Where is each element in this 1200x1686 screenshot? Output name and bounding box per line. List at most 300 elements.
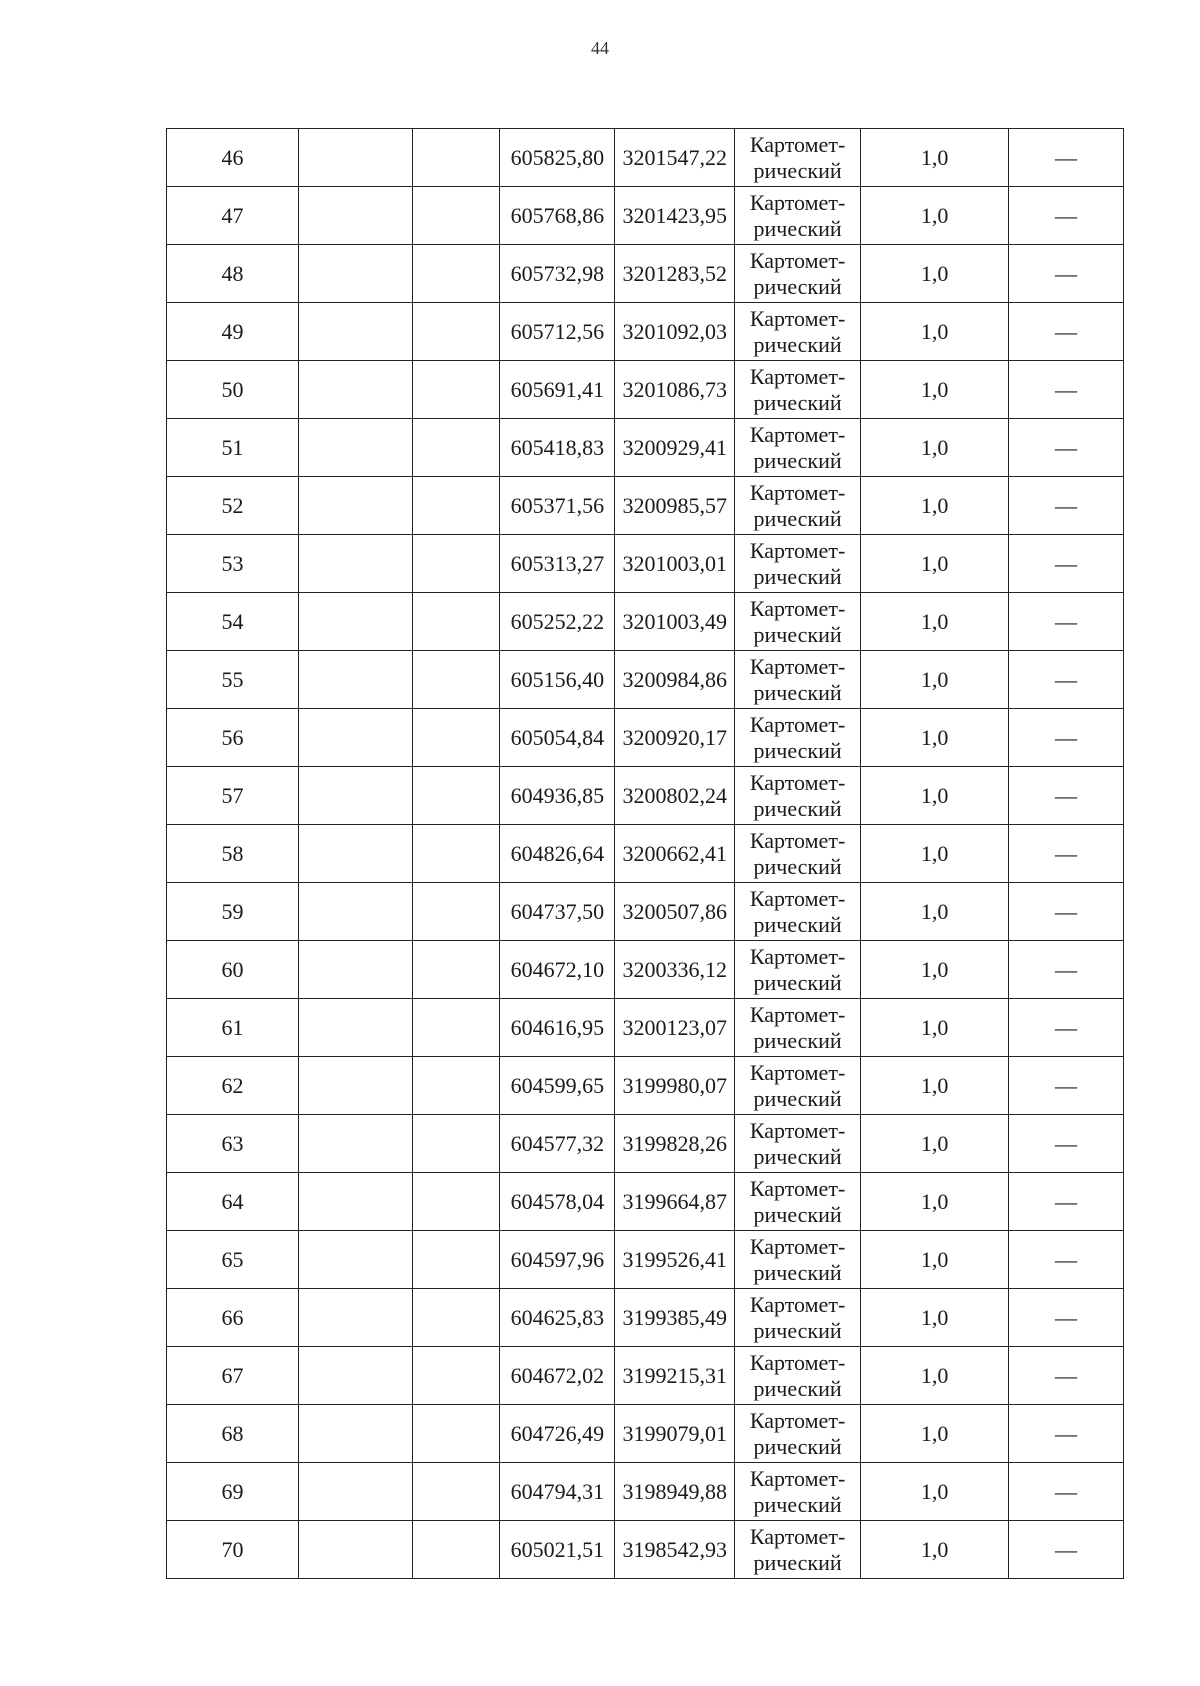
- y-coordinate-cell: 3200662,41: [615, 825, 735, 883]
- point-number-cell: 63: [167, 1115, 299, 1173]
- empty-cell: [412, 767, 500, 825]
- empty-cell: [298, 593, 412, 651]
- empty-cell: [412, 941, 500, 999]
- note-cell: [1009, 825, 1124, 883]
- accuracy-cell: [861, 941, 1009, 999]
- method-text-line1: Картомет-: [749, 363, 846, 389]
- dash-mark: —: [1055, 1015, 1078, 1040]
- accuracy-cell: [861, 187, 1009, 245]
- note-cell: [1009, 1231, 1124, 1289]
- x-coordinate-cell: 604597,96: [500, 1231, 615, 1289]
- method-text-line1: Картомет-: [749, 131, 846, 157]
- dash-mark: —: [1055, 725, 1078, 750]
- note-cell: [1009, 1289, 1124, 1347]
- point-number-cell: 48: [167, 245, 299, 303]
- x-coordinate-cell: 604578,04: [500, 1173, 615, 1231]
- point-number-cell: 52: [167, 477, 299, 535]
- method-cell: [735, 883, 861, 941]
- empty-cell: [298, 1289, 412, 1347]
- dash-mark: —: [1055, 319, 1078, 344]
- note-cell: [1009, 1115, 1124, 1173]
- method-cell: [735, 129, 861, 187]
- empty-cell: [412, 129, 500, 187]
- dash-mark: —: [1055, 145, 1078, 170]
- x-coordinate-cell: 605371,56: [500, 477, 615, 535]
- note-cell: [1009, 1463, 1124, 1521]
- accuracy-value: 1,0: [920, 1247, 949, 1272]
- x-coordinate-cell: 604577,32: [500, 1115, 615, 1173]
- point-number-cell: 67: [167, 1347, 299, 1405]
- empty-cell: [298, 535, 412, 593]
- dash-mark: —: [1055, 551, 1078, 576]
- point-number-cell: 57: [167, 767, 299, 825]
- method-cell: [735, 1173, 861, 1231]
- method-text-line2: рический: [753, 969, 842, 995]
- y-coordinate-cell: 3198542,93: [615, 1521, 735, 1579]
- method-text-line2: рический: [753, 1143, 842, 1169]
- empty-cell: [298, 1173, 412, 1231]
- method-text-line2: рический: [753, 1317, 842, 1343]
- accuracy-cell: [861, 419, 1009, 477]
- accuracy-cell: [861, 1115, 1009, 1173]
- x-coordinate-cell: 605418,83: [500, 419, 615, 477]
- accuracy-value: 1,0: [920, 957, 949, 982]
- empty-cell: [412, 303, 500, 361]
- empty-cell: [298, 245, 412, 303]
- table-row: [167, 477, 1124, 535]
- empty-cell: [412, 1463, 500, 1521]
- empty-cell: [412, 825, 500, 883]
- dash-mark: —: [1055, 1305, 1078, 1330]
- accuracy-value: 1,0: [920, 1537, 949, 1562]
- y-coordinate-cell: 3198949,88: [615, 1463, 735, 1521]
- empty-cell: [412, 1289, 500, 1347]
- method-cell: [735, 1289, 861, 1347]
- y-coordinate-cell: 3200929,41: [615, 419, 735, 477]
- method-cell: [735, 941, 861, 999]
- x-coordinate-cell: 604737,50: [500, 883, 615, 941]
- point-number-cell: 50: [167, 361, 299, 419]
- x-coordinate-cell: 605252,22: [500, 593, 615, 651]
- y-coordinate-cell: 3199664,87: [615, 1173, 735, 1231]
- accuracy-cell: [861, 999, 1009, 1057]
- accuracy-value: 1,0: [920, 435, 949, 460]
- y-coordinate-cell: 3200336,12: [615, 941, 735, 999]
- x-coordinate-cell: 605021,51: [500, 1521, 615, 1579]
- empty-cell: [298, 767, 412, 825]
- method-text-line2: рический: [753, 1433, 842, 1459]
- empty-cell: [298, 361, 412, 419]
- y-coordinate-cell: 3201086,73: [615, 361, 735, 419]
- accuracy-cell: [861, 245, 1009, 303]
- accuracy-cell: [861, 1347, 1009, 1405]
- note-cell: [1009, 535, 1124, 593]
- point-number-cell: 60: [167, 941, 299, 999]
- method-text-line1: Картомет-: [749, 1349, 846, 1375]
- point-number-cell: 56: [167, 709, 299, 767]
- y-coordinate-cell: 3200985,57: [615, 477, 735, 535]
- method-text-line1: Картомет-: [749, 885, 846, 911]
- method-text-line2: рический: [753, 795, 842, 821]
- point-number-cell: 62: [167, 1057, 299, 1115]
- table-row: [167, 825, 1124, 883]
- dash-mark: —: [1055, 1479, 1078, 1504]
- dash-mark: —: [1055, 203, 1078, 228]
- coordinates-table: [166, 128, 1124, 1579]
- point-number-cell: 55: [167, 651, 299, 709]
- x-coordinate-cell: 604672,10: [500, 941, 615, 999]
- point-number-cell: 61: [167, 999, 299, 1057]
- note-cell: [1009, 477, 1124, 535]
- method-text-line2: рический: [753, 215, 842, 241]
- table-row: [167, 245, 1124, 303]
- method-text-line1: Картомет-: [749, 1407, 846, 1433]
- accuracy-cell: [861, 1521, 1009, 1579]
- y-coordinate-cell: 3200984,86: [615, 651, 735, 709]
- empty-cell: [298, 187, 412, 245]
- empty-cell: [412, 1115, 500, 1173]
- dash-mark: —: [1055, 783, 1078, 808]
- table-row: [167, 1173, 1124, 1231]
- x-coordinate-cell: 605732,98: [500, 245, 615, 303]
- table-row: [167, 1289, 1124, 1347]
- method-text-line2: рический: [753, 157, 842, 183]
- method-text-line1: Картомет-: [749, 1175, 846, 1201]
- dash-mark: —: [1055, 377, 1078, 402]
- y-coordinate-cell: 3201423,95: [615, 187, 735, 245]
- method-text-line2: рический: [753, 679, 842, 705]
- accuracy-value: 1,0: [920, 261, 949, 286]
- dash-mark: —: [1055, 261, 1078, 286]
- dash-mark: —: [1055, 841, 1078, 866]
- point-number-cell: 65: [167, 1231, 299, 1289]
- accuracy-cell: [861, 709, 1009, 767]
- dash-mark: —: [1055, 667, 1078, 692]
- method-text-line2: рический: [753, 1549, 842, 1575]
- method-cell: [735, 999, 861, 1057]
- table-row: [167, 651, 1124, 709]
- accuracy-value: 1,0: [920, 1073, 949, 1098]
- method-text-line2: рический: [753, 1375, 842, 1401]
- method-text-line2: рический: [753, 911, 842, 937]
- table-row: [167, 303, 1124, 361]
- dash-mark: —: [1055, 1073, 1078, 1098]
- note-cell: [1009, 1347, 1124, 1405]
- y-coordinate-cell: 3199828,26: [615, 1115, 735, 1173]
- accuracy-value: 1,0: [920, 783, 949, 808]
- dash-mark: —: [1055, 609, 1078, 634]
- accuracy-value: 1,0: [920, 493, 949, 518]
- empty-cell: [412, 245, 500, 303]
- accuracy-value: 1,0: [920, 1421, 949, 1446]
- table-row: [167, 129, 1124, 187]
- method-text-line1: Картомет-: [749, 189, 846, 215]
- empty-cell: [298, 651, 412, 709]
- empty-cell: [298, 1521, 412, 1579]
- method-text-line1: Картомет-: [749, 537, 846, 563]
- accuracy-value: 1,0: [920, 609, 949, 634]
- method-text-line1: Картомет-: [749, 1059, 846, 1085]
- method-cell: [735, 1405, 861, 1463]
- accuracy-value: 1,0: [920, 377, 949, 402]
- y-coordinate-cell: 3200507,86: [615, 883, 735, 941]
- dash-mark: —: [1055, 957, 1078, 982]
- table-row: [167, 1521, 1124, 1579]
- point-number-cell: 51: [167, 419, 299, 477]
- point-number-cell: 49: [167, 303, 299, 361]
- note-cell: [1009, 709, 1124, 767]
- y-coordinate-cell: 3199079,01: [615, 1405, 735, 1463]
- method-text-line1: Картомет-: [749, 479, 846, 505]
- empty-cell: [298, 303, 412, 361]
- method-text-line1: Картомет-: [749, 1117, 846, 1143]
- method-text-line1: Картомет-: [749, 1291, 846, 1317]
- method-text-line1: Картомет-: [749, 1523, 846, 1549]
- accuracy-cell: [861, 825, 1009, 883]
- method-text-line1: Картомет-: [749, 305, 846, 331]
- accuracy-value: 1,0: [920, 551, 949, 576]
- note-cell: [1009, 883, 1124, 941]
- empty-cell: [412, 477, 500, 535]
- point-number-cell: 58: [167, 825, 299, 883]
- point-number-cell: 68: [167, 1405, 299, 1463]
- method-cell: [735, 477, 861, 535]
- empty-cell: [298, 709, 412, 767]
- empty-cell: [298, 1057, 412, 1115]
- note-cell: [1009, 593, 1124, 651]
- method-text-line1: Картомет-: [749, 247, 846, 273]
- y-coordinate-cell: 3201547,22: [615, 129, 735, 187]
- empty-cell: [298, 1405, 412, 1463]
- note-cell: [1009, 361, 1124, 419]
- method-text-line2: рический: [753, 331, 842, 357]
- accuracy-value: 1,0: [920, 725, 949, 750]
- y-coordinate-cell: 3199215,31: [615, 1347, 735, 1405]
- y-coordinate-cell: 3201003,01: [615, 535, 735, 593]
- dash-mark: —: [1055, 1131, 1078, 1156]
- method-cell: [735, 361, 861, 419]
- method-text-line2: рический: [753, 1027, 842, 1053]
- method-text-line1: Картомет-: [749, 827, 846, 853]
- method-text-line2: рический: [753, 1259, 842, 1285]
- y-coordinate-cell: 3200920,17: [615, 709, 735, 767]
- empty-cell: [298, 477, 412, 535]
- empty-cell: [298, 941, 412, 999]
- empty-cell: [298, 129, 412, 187]
- dash-mark: —: [1055, 899, 1078, 924]
- empty-cell: [412, 535, 500, 593]
- empty-cell: [412, 187, 500, 245]
- y-coordinate-cell: 3200802,24: [615, 767, 735, 825]
- accuracy-value: 1,0: [920, 1305, 949, 1330]
- method-cell: [735, 1521, 861, 1579]
- empty-cell: [412, 1405, 500, 1463]
- method-text-line1: Картомет-: [749, 1001, 846, 1027]
- accuracy-value: 1,0: [920, 1189, 949, 1214]
- dash-mark: —: [1055, 1247, 1078, 1272]
- accuracy-value: 1,0: [920, 145, 949, 170]
- table-row: [167, 419, 1124, 477]
- empty-cell: [412, 709, 500, 767]
- table-row: [167, 535, 1124, 593]
- accuracy-cell: [861, 1463, 1009, 1521]
- accuracy-value: 1,0: [920, 667, 949, 692]
- accuracy-cell: [861, 1289, 1009, 1347]
- method-cell: [735, 1115, 861, 1173]
- x-coordinate-cell: 604936,85: [500, 767, 615, 825]
- method-cell: [735, 767, 861, 825]
- method-cell: [735, 825, 861, 883]
- accuracy-cell: [861, 1405, 1009, 1463]
- accuracy-value: 1,0: [920, 841, 949, 866]
- note-cell: [1009, 303, 1124, 361]
- empty-cell: [412, 1173, 500, 1231]
- method-text-line1: Картомет-: [749, 943, 846, 969]
- method-text-line1: Картомет-: [749, 1465, 846, 1491]
- table-row: [167, 941, 1124, 999]
- method-text-line2: рический: [753, 621, 842, 647]
- note-cell: [1009, 419, 1124, 477]
- method-cell: [735, 1347, 861, 1405]
- point-number-cell: 66: [167, 1289, 299, 1347]
- method-cell: [735, 1231, 861, 1289]
- point-number-cell: 46: [167, 129, 299, 187]
- empty-cell: [412, 1231, 500, 1289]
- y-coordinate-cell: 3199526,41: [615, 1231, 735, 1289]
- accuracy-value: 1,0: [920, 1479, 949, 1504]
- empty-cell: [298, 419, 412, 477]
- y-coordinate-cell: 3201092,03: [615, 303, 735, 361]
- method-text-line2: рический: [753, 737, 842, 763]
- method-text-line1: Картомет-: [749, 595, 846, 621]
- note-cell: [1009, 1405, 1124, 1463]
- point-number-cell: 54: [167, 593, 299, 651]
- method-cell: [735, 709, 861, 767]
- x-coordinate-cell: 605691,41: [500, 361, 615, 419]
- empty-cell: [298, 1231, 412, 1289]
- note-cell: [1009, 767, 1124, 825]
- x-coordinate-cell: 605156,40: [500, 651, 615, 709]
- empty-cell: [298, 1463, 412, 1521]
- accuracy-cell: [861, 1231, 1009, 1289]
- note-cell: [1009, 1173, 1124, 1231]
- x-coordinate-cell: 605712,56: [500, 303, 615, 361]
- method-cell: [735, 187, 861, 245]
- table-row: [167, 1231, 1124, 1289]
- method-text-line2: рический: [753, 389, 842, 415]
- x-coordinate-cell: 604826,64: [500, 825, 615, 883]
- note-cell: [1009, 999, 1124, 1057]
- empty-cell: [412, 593, 500, 651]
- method-text-line2: рический: [753, 1201, 842, 1227]
- accuracy-cell: [861, 1057, 1009, 1115]
- y-coordinate-cell: 3201283,52: [615, 245, 735, 303]
- accuracy-value: 1,0: [920, 1015, 949, 1040]
- table-row: [167, 361, 1124, 419]
- method-text-line1: Картомет-: [749, 769, 846, 795]
- table-row: [167, 883, 1124, 941]
- method-cell: [735, 651, 861, 709]
- x-coordinate-cell: 604672,02: [500, 1347, 615, 1405]
- note-cell: [1009, 187, 1124, 245]
- empty-cell: [298, 1115, 412, 1173]
- accuracy-cell: [861, 477, 1009, 535]
- table-row: [167, 1115, 1124, 1173]
- note-cell: [1009, 129, 1124, 187]
- point-number-cell: 69: [167, 1463, 299, 1521]
- method-cell: [735, 535, 861, 593]
- table-row: [167, 767, 1124, 825]
- accuracy-cell: [861, 883, 1009, 941]
- point-number-cell: 59: [167, 883, 299, 941]
- empty-cell: [412, 651, 500, 709]
- table-row: [167, 593, 1124, 651]
- x-coordinate-cell: 604726,49: [500, 1405, 615, 1463]
- accuracy-cell: [861, 361, 1009, 419]
- method-text-line2: рический: [753, 273, 842, 299]
- method-text-line2: рический: [753, 505, 842, 531]
- method-text-line1: Картомет-: [749, 653, 846, 679]
- empty-cell: [298, 825, 412, 883]
- y-coordinate-cell: 3199385,49: [615, 1289, 735, 1347]
- method-cell: [735, 1057, 861, 1115]
- accuracy-cell: [861, 593, 1009, 651]
- table-row: [167, 999, 1124, 1057]
- method-text-line1: Картомет-: [749, 421, 846, 447]
- table-row: [167, 709, 1124, 767]
- empty-cell: [298, 1347, 412, 1405]
- note-cell: [1009, 1521, 1124, 1579]
- accuracy-cell: [861, 651, 1009, 709]
- note-cell: [1009, 245, 1124, 303]
- table-row: [167, 1347, 1124, 1405]
- note-cell: [1009, 1057, 1124, 1115]
- note-cell: [1009, 941, 1124, 999]
- point-number-cell: 64: [167, 1173, 299, 1231]
- x-coordinate-cell: 604794,31: [500, 1463, 615, 1521]
- dash-mark: —: [1055, 493, 1078, 518]
- accuracy-cell: [861, 303, 1009, 361]
- dash-mark: —: [1055, 1537, 1078, 1562]
- page-number: 44: [591, 38, 609, 58]
- accuracy-value: 1,0: [920, 899, 949, 924]
- y-coordinate-cell: 3200123,07: [615, 999, 735, 1057]
- x-coordinate-cell: 605825,80: [500, 129, 615, 187]
- method-text-line2: рический: [753, 447, 842, 473]
- x-coordinate-cell: 605313,27: [500, 535, 615, 593]
- note-cell: [1009, 651, 1124, 709]
- accuracy-value: 1,0: [920, 319, 949, 344]
- empty-cell: [412, 1347, 500, 1405]
- empty-cell: [412, 1057, 500, 1115]
- accuracy-cell: [861, 1173, 1009, 1231]
- empty-cell: [412, 883, 500, 941]
- y-coordinate-cell: 3201003,49: [615, 593, 735, 651]
- table-row: [167, 1405, 1124, 1463]
- accuracy-value: 1,0: [920, 1363, 949, 1388]
- empty-cell: [412, 1521, 500, 1579]
- dash-mark: —: [1055, 1421, 1078, 1446]
- accuracy-cell: [861, 129, 1009, 187]
- method-cell: [735, 245, 861, 303]
- accuracy-value: 1,0: [920, 1131, 949, 1156]
- point-number-cell: 53: [167, 535, 299, 593]
- y-coordinate-cell: 3199980,07: [615, 1057, 735, 1115]
- x-coordinate-cell: 604616,95: [500, 999, 615, 1057]
- dash-mark: —: [1055, 1189, 1078, 1214]
- dash-mark: —: [1055, 435, 1078, 460]
- method-text-line2: рический: [753, 1085, 842, 1111]
